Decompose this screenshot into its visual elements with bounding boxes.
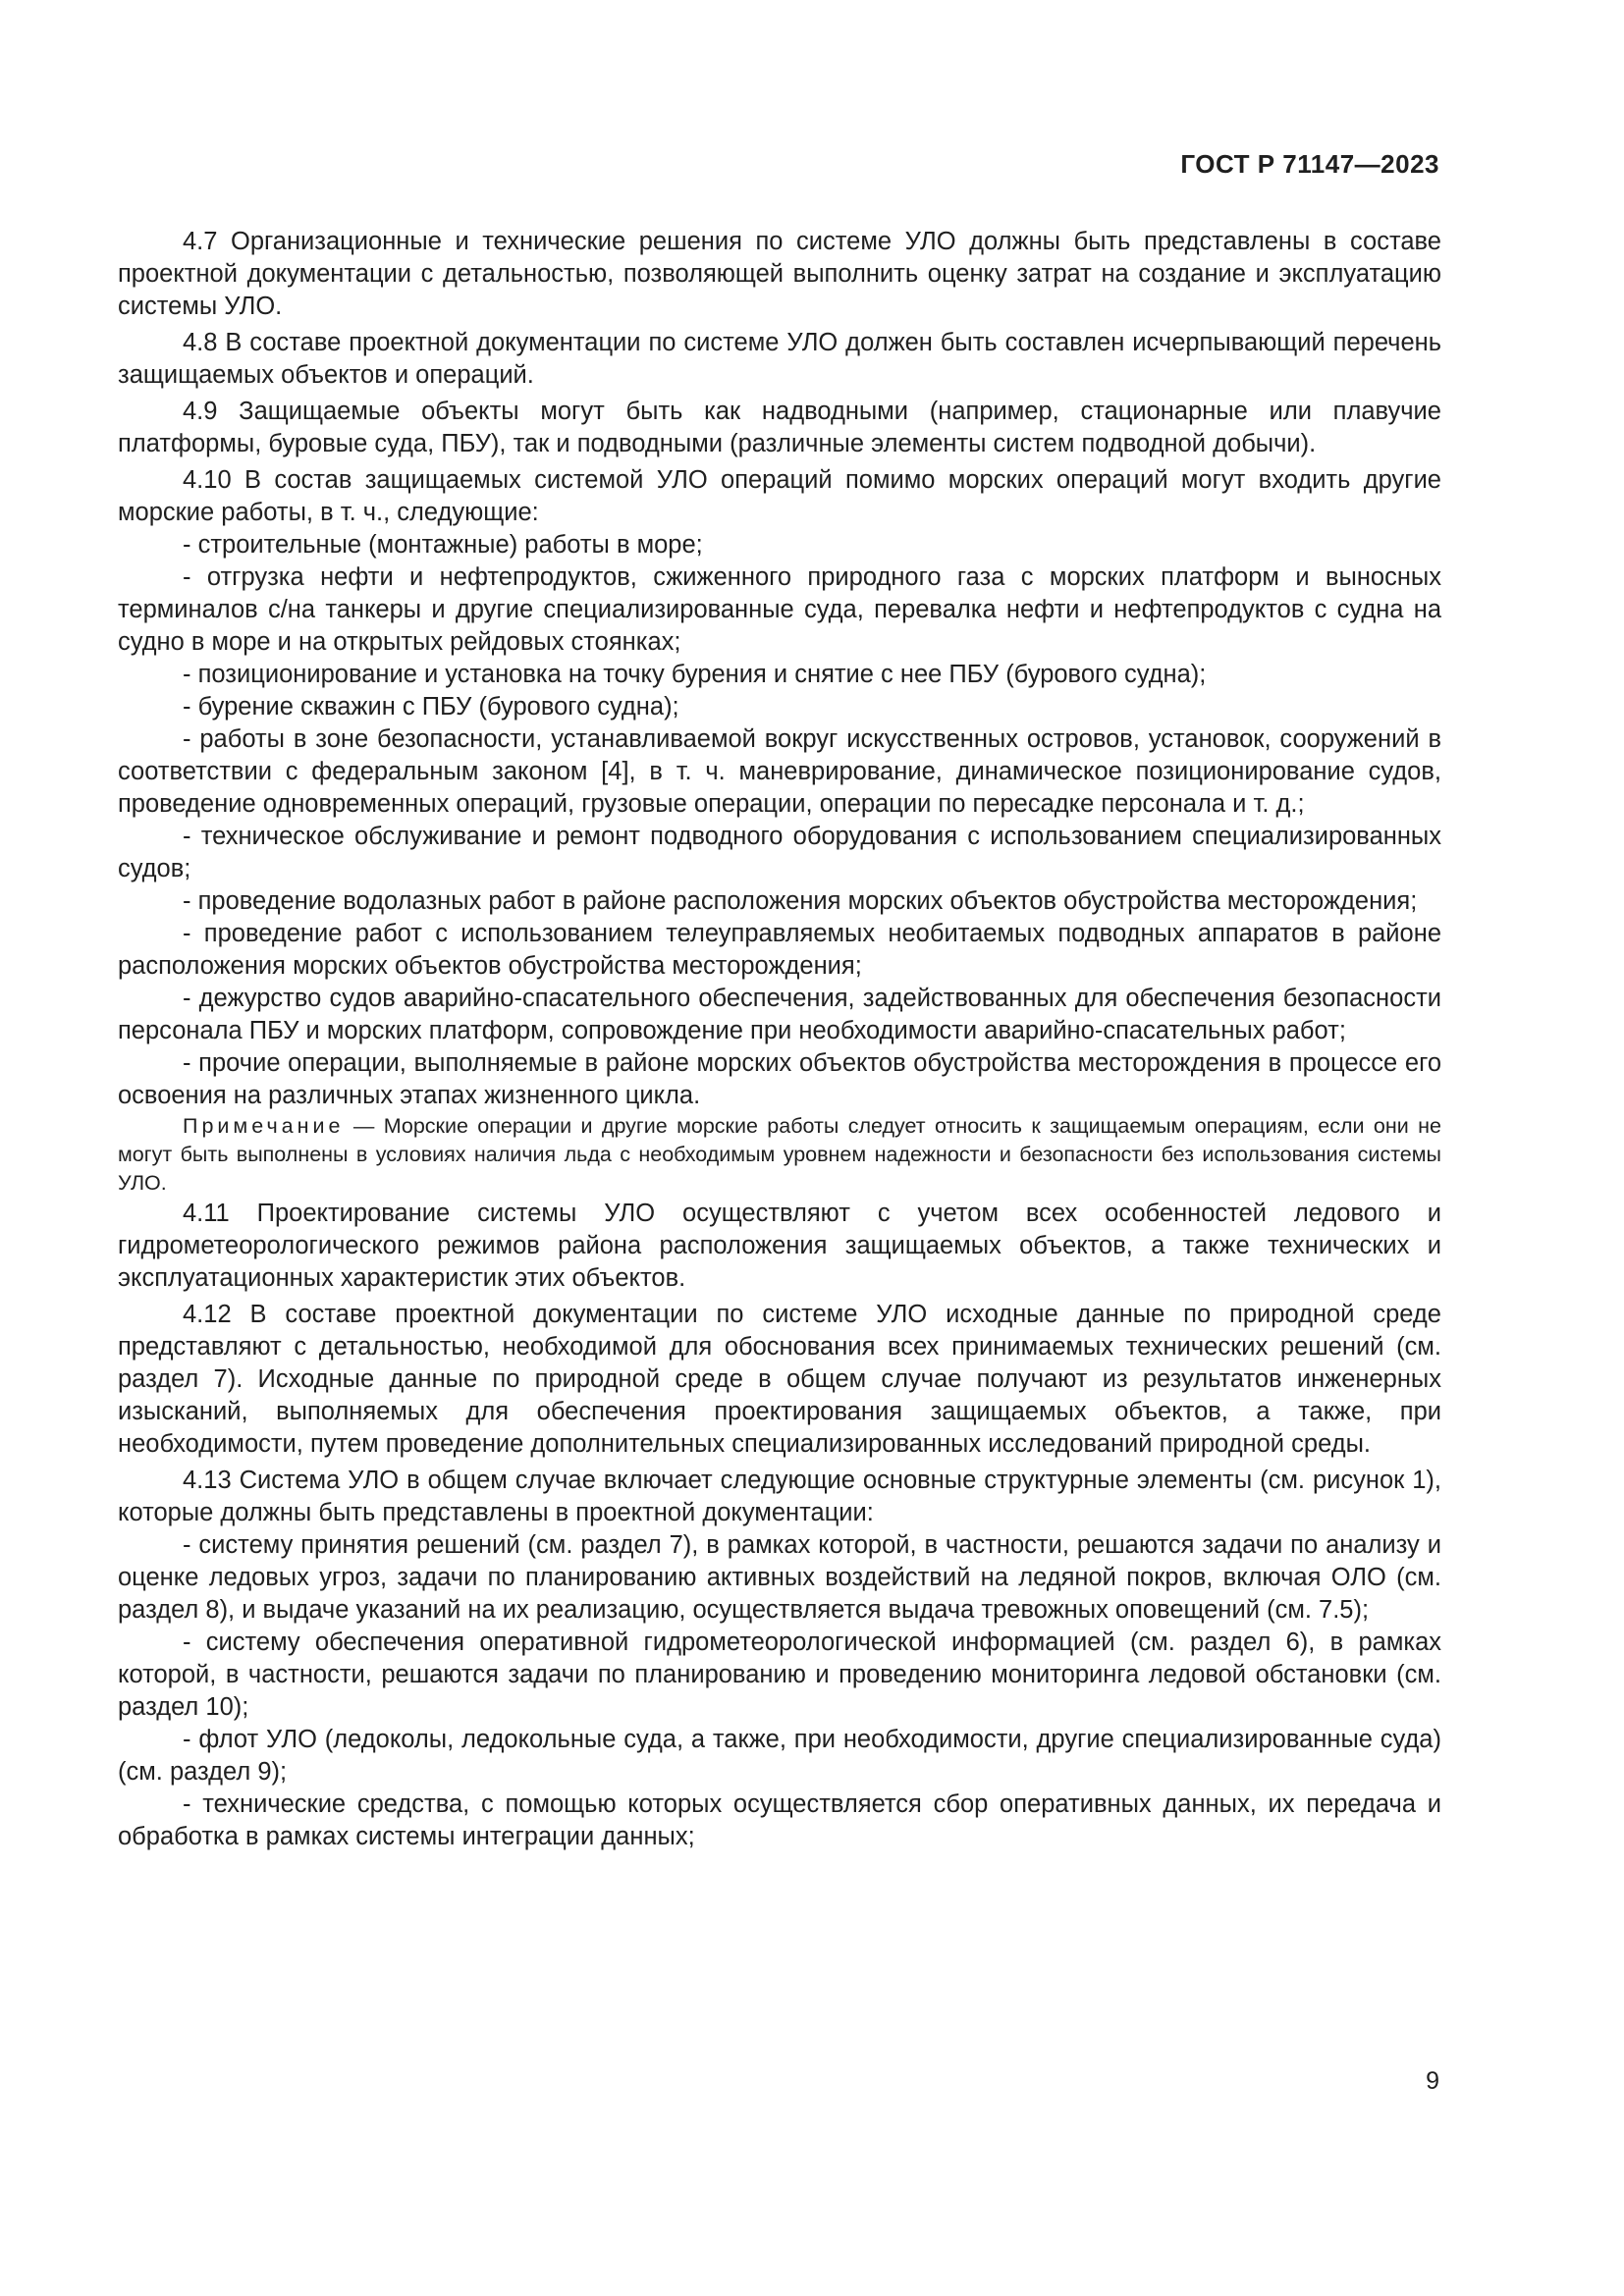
list-item: - технические средства, с помощью которых осуществляется сбор оперативных данных, их передача и обработка в рамках системы интеграции данных; — [118, 1790, 1441, 1850]
list-item: - позиционирование и установка на точку бурения и снятие с нее ПБУ (бурового судна); — [183, 661, 1207, 688]
paragraphs-before-note — [118, 226, 1441, 1112]
paragraph: 4.9 Защищаемые объекты могут быть как надводными (например, стационарные или плавучие платформы, буровые суда, ПБУ), так и подводными (различные элементы систем подводной добычи). — [118, 398, 1441, 457]
paragraph: 4.11 Проектирование системы УЛО осуществляют с учетом всех особенностей ледового и гидрометеорологического режимов района расположения защищаемых объектов, а также технических и эксплуатационных характеристик этих объектов. — [118, 1200, 1441, 1292]
paragraph: 4.8 В составе проектной документации по системе УЛО должен быть составлен исчерпывающий перечень защищаемых объектов и операций. — [118, 329, 1441, 389]
note-label: Примечание — [183, 1114, 345, 1138]
list-item: - дежурство судов аварийно-спасательного обеспечения, задействованных для обеспечения безопасности персонала ПБУ и морских платформ, сопровождение при необходимости аварийно-спасательных работ; — [118, 985, 1441, 1044]
paragraphs-after-note — [118, 1198, 1441, 1853]
page-content — [118, 226, 1441, 1853]
list-item: - проведение работ с использованием телеуправляемых необитаемых подводных аппаратов в районе расположения морских объектов обустройства месторождения; — [118, 920, 1441, 980]
list-item: - отгрузка нефти и нефтепродуктов, сжиженного природного газа с морских платформ и выносных терминалов с/на танкеры и другие специализированные суда, перевалка нефти и нефтепродуктов с судна на судно в море и на открытых рейдовых стоянках; — [118, 563, 1441, 656]
paragraph: 4.7 Организационные и технические решения по системе УЛО должны быть представлены в составе проектной документации с детальностью, позволяющей выполнить оценку затрат на создание и эксплуатацию системы УЛО. — [118, 228, 1441, 320]
note-text: — Морские операции и другие морские работы следует относить к защищаемым операциям, если они не могут быть выполнены в условиях наличия льда с необходимым уровнем надежности и безопасности без использования системы УЛО. — [118, 1114, 1441, 1195]
list-item: - систему принятия решений (см. раздел 7), в рамках которой, в частности, решаются задачи по анализу и оценке ледовых угроз, задачи по планированию активных воздействий на ледяной покров, включая ОЛО (см. раздел 8), и выдаче указаний на их реализацию, осуществляется выдача тревожных оповещений (см. 7.5); — [118, 1531, 1441, 1624]
list-item: - проведение водолазных работ в районе расположения морских объектов обустройства месторождения; — [183, 887, 1418, 915]
note — [118, 1112, 1441, 1198]
list-item: - прочие операции, выполняемые в районе морских объектов обустройства месторождения в процессе его освоения на различных этапах жизненного цикла. — [118, 1049, 1441, 1109]
paragraph: 4.13 Система УЛО в общем случае включает следующие основные структурные элементы (см. рисунок 1), которые должны быть представлены в проектной документации: — [118, 1467, 1441, 1526]
list-item: - работы в зоне безопасности, устанавливаемой вокруг искусственных островов, установок, сооружений в соответствии с федеральным законом [4], в т. ч. маневрирование, динамическое позиционирование судов, проведение одновременных операций, грузовые операции, операции по пересадке персонала и т. д.; — [118, 725, 1441, 818]
paragraph: 4.10 В состав защищаемых системой УЛО операций помимо морских операций могут входить другие морские работы, в т. ч., следующие: — [118, 466, 1441, 526]
list-item: - техническое обслуживание и ремонт подводного оборудования с использованием специализированных судов; — [118, 823, 1441, 882]
page-number: 9 — [1426, 2067, 1439, 2095]
list-item: - строительные (монтажные) работы в море; — [183, 531, 703, 559]
list-item: - флот УЛО (ледоколы, ледокольные суда, а также, при необходимости, другие специализированные суда) (см. раздел 9); — [118, 1726, 1441, 1786]
list-item: - бурение скважин с ПБУ (бурового судна); — [183, 693, 679, 721]
paragraph: 4.12 В составе проектной документации по системе УЛО исходные данные по природной среде представляют с детальностью, необходимой для обоснования всех принимаемых технических решений (см. раздел 7). Исходные данные по природной среде в общем случае получают из результатов инженерных изысканий, выполняемых для обеспечения проектирования защищаемых объектов, а также, при необходимости, путем проведение дополнительных специализированных исследований природной среды. — [118, 1301, 1441, 1458]
list-item: - систему обеспечения оперативной гидрометеорологической информацией (см. раздел 6), в рамках которой, в частности, решаются задачи по планированию и проведению мониторинга ледовой обстановки (см. раздел 10); — [118, 1629, 1441, 1721]
standard-header: ГОСТ Р 71147—2023 — [1180, 149, 1439, 179]
